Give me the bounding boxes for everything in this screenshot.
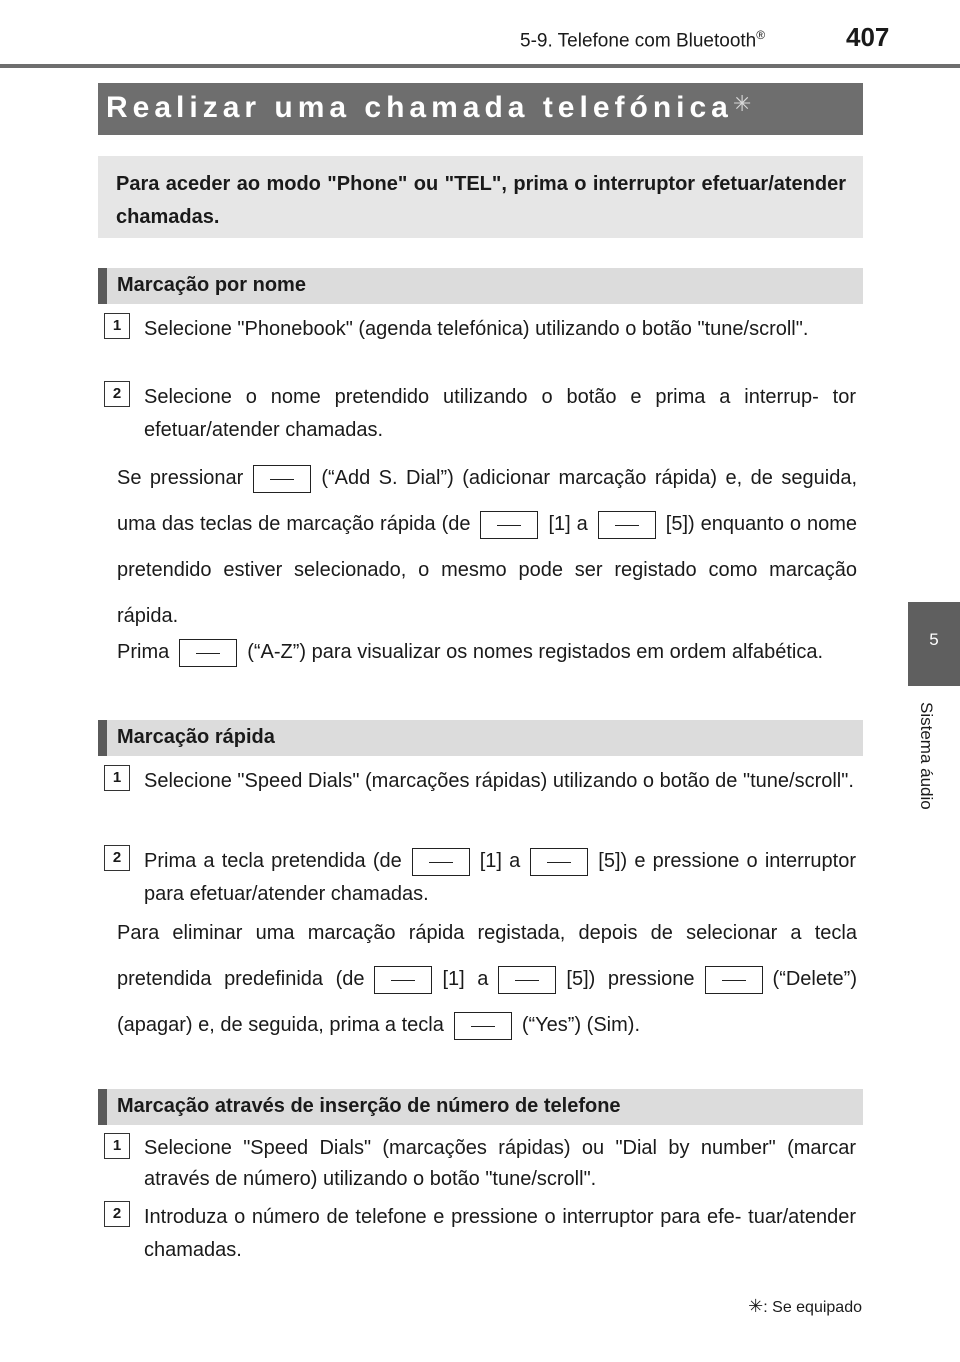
step-number-badge: 1 bbox=[104, 1133, 130, 1159]
section-title: 5-9. Telefone com Bluetooth® bbox=[520, 28, 766, 52]
soft-key-icon bbox=[454, 1012, 512, 1040]
step-text: Introduza o número de telefone e pressione o interruptor para efe- tuar/atender chamadas. bbox=[144, 1206, 856, 1261]
subheading-speed-dial: Marcação rápida bbox=[98, 720, 863, 756]
note-delete-speed-dial: Para eliminar uma marcação rápida registada, depois de selecionar a tecla pretendida predefinida (de [1] a [5]) pressione (“Delete”) (apagar) e, de seguida, prima a tecla (“Yes”) (Sim). bbox=[117, 910, 857, 1048]
intro-text: Para aceder ao modo "Phone" ou "TEL", prima o interruptor efetuar/atender chamadas. bbox=[116, 173, 846, 228]
soft-key-icon bbox=[253, 465, 311, 493]
page-number: 407 bbox=[846, 22, 890, 52]
note-add-speed-dial: Se pressionar (“Add S. Dial”) (adicionar marcação rápida) e, de seguida, uma das teclas de marcação rápida (de [1] a [5]) enquanto o nome pretendido estiver selecionado, o mesmo pode ser registado como marcação rápida. bbox=[117, 455, 857, 639]
soft-key-icon bbox=[374, 966, 432, 994]
soft-key-icon bbox=[705, 966, 763, 994]
asterisk-icon: ✳ bbox=[732, 91, 752, 116]
subheading-dial-by-name: Marcação por nome bbox=[98, 268, 863, 304]
footnote: ✳: Se equipado bbox=[748, 1296, 862, 1316]
chapter-tab-number: 5 bbox=[908, 602, 960, 686]
soft-key-icon bbox=[498, 966, 556, 994]
step-text: Selecione "Phonebook" (agenda telefónica) utilizando o botão "tune/scroll". bbox=[144, 318, 809, 340]
step-number-badge: 1 bbox=[104, 765, 130, 791]
page-title: Realizar uma chamada telefónica✳ bbox=[106, 91, 752, 124]
step-text: Selecione "Speed Dials" (marcações rápidas) ou "Dial by number" (marcar através de número) utilizando o botão "tune/scroll". bbox=[144, 1137, 856, 1190]
chapter-tab-label: Sistema áudio bbox=[917, 702, 936, 810]
asterisk-icon: ✳ bbox=[748, 1296, 764, 1316]
soft-key-icon bbox=[179, 639, 237, 667]
header-rule bbox=[0, 64, 960, 68]
soft-key-icon bbox=[598, 511, 656, 539]
page-title-bar bbox=[98, 83, 863, 135]
soft-key-icon bbox=[412, 848, 470, 876]
step-number-badge: 2 bbox=[104, 845, 130, 871]
step-text: Selecione o nome pretendido utilizando o botão e prima a interrup- tor efetuar/atender chamadas. bbox=[144, 386, 856, 441]
subheading-dial-by-number: Marcação através de inserção de número de telefone bbox=[98, 1089, 863, 1125]
step-number-badge: 2 bbox=[104, 1201, 130, 1227]
step-number-badge: 2 bbox=[104, 381, 130, 407]
step-text: Selecione "Speed Dials" (marcações rápidas) utilizando o botão de "tune/scroll". bbox=[144, 770, 854, 792]
step-number-badge: 1 bbox=[104, 313, 130, 339]
intro-box bbox=[98, 156, 863, 238]
note-a-z: Prima (“A-Z”) para visualizar os nomes registados em ordem alfabética. bbox=[117, 636, 857, 669]
step-text: Prima a tecla pretendida (de [1] a [5]) e pressione o interruptor para efetuar/atender chamadas. bbox=[144, 845, 856, 911]
soft-key-icon bbox=[480, 511, 538, 539]
soft-key-icon bbox=[530, 848, 588, 876]
